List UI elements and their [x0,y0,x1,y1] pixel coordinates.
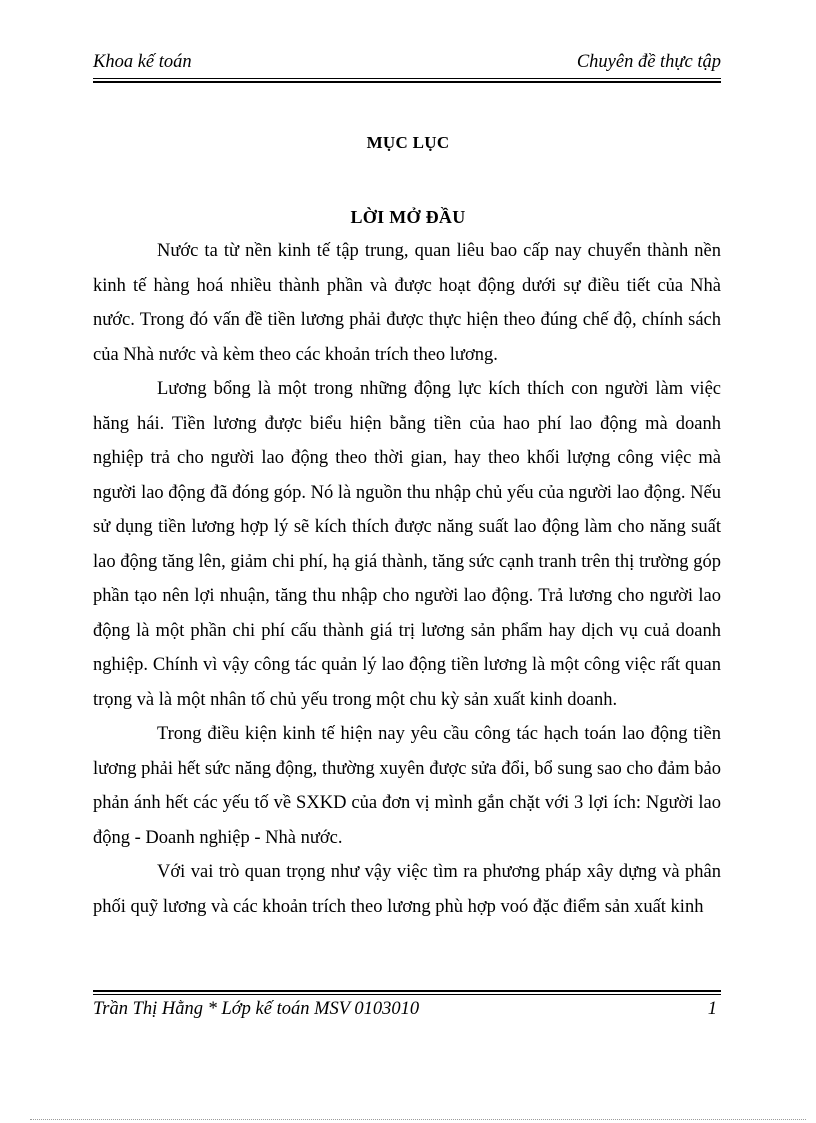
section-title: LỜI MỞ ĐẦU [350,207,466,227]
page-break-line [30,1119,806,1120]
page-number: 1 [707,999,717,1019]
toc-title: MỤC LỤC [366,133,450,152]
header-document-type: Chuyên đề thực tập [576,52,721,72]
body-text [93,234,721,924]
paragraph: Với vai trò quan trọng như vậy việc tìm ra phương pháp xây dựng và phân phối quỹ lương và các khoản trích theo lương phù hợp voó đặc điểm sản xuất kinh [93,862,721,917]
header-department: Khoa kế toán [93,52,192,72]
paragraph: Trong điều kiện kinh tế hiện nay yêu cầu công tác hạch toán lao động tiền lương phải hết sức năng động, thường xuyên được sửa đổi, bổ sung sao cho đảm bảo phản ánh hết các yếu tố về SXKD của đơn vị mình gắn chặt với 3 lợi ích: Người lao động - Doanh nghiệp - Nhà nước. [93,724,721,848]
paragraph: Nước ta từ nền kinh tế tập trung, quan liêu bao cấp nay chuyển thành nền kinh tế hàng hoá nhiều thành phần và được hoạt động dưới sự điều tiết của Nhà nước. Trong đó vấn đề tiền lương phải được thực hiện theo đúng chế độ, chính sách của Nhà nước và kèm theo các khoản trích theo lương. [93,241,721,365]
header-rule [93,78,721,79]
page-header [93,50,721,78]
page-footer [93,990,721,1020]
footer-rule [93,994,721,995]
header-rule-thick [93,81,721,83]
footer-author: Trần Thị Hằng * Lớp kế toán MSV 0103010 [93,999,420,1019]
footer-rule-thick [93,990,721,992]
paragraph: Lương bổng là một trong những động lực kích thích con người làm việc hăng hái. Tiền lương được biểu hiện bằng tiền của hao phí lao động mà doanh nghiệp trả cho người lao động theo thời gian, hay theo khối lượng công việc mà người lao động đã đóng góp. Nó là nguồn thu nhập chủ yếu của người lao động. Nếu sử dụng tiền lương hợp lý sẽ kích thích được năng suất lao động làm cho năng suất lao động tăng lên, giảm chi phí, hạ giá thành, tăng sức cạnh tranh trên thị trường góp phần tạo nên lợi nhuận, tăng thu nhập cho người lao động. Trả lương cho người lao động là một phần chi phí cấu thành giá trị lương sản phẩm hay dịch vụ cuả doanh nghiệp. Chính vì vậy công tác quản lý lao động tiền lương là một công việc rất quan trọng và là một nhân tố chủ yếu trong một chu kỳ sản xuất kinh doanh. [93,379,721,710]
